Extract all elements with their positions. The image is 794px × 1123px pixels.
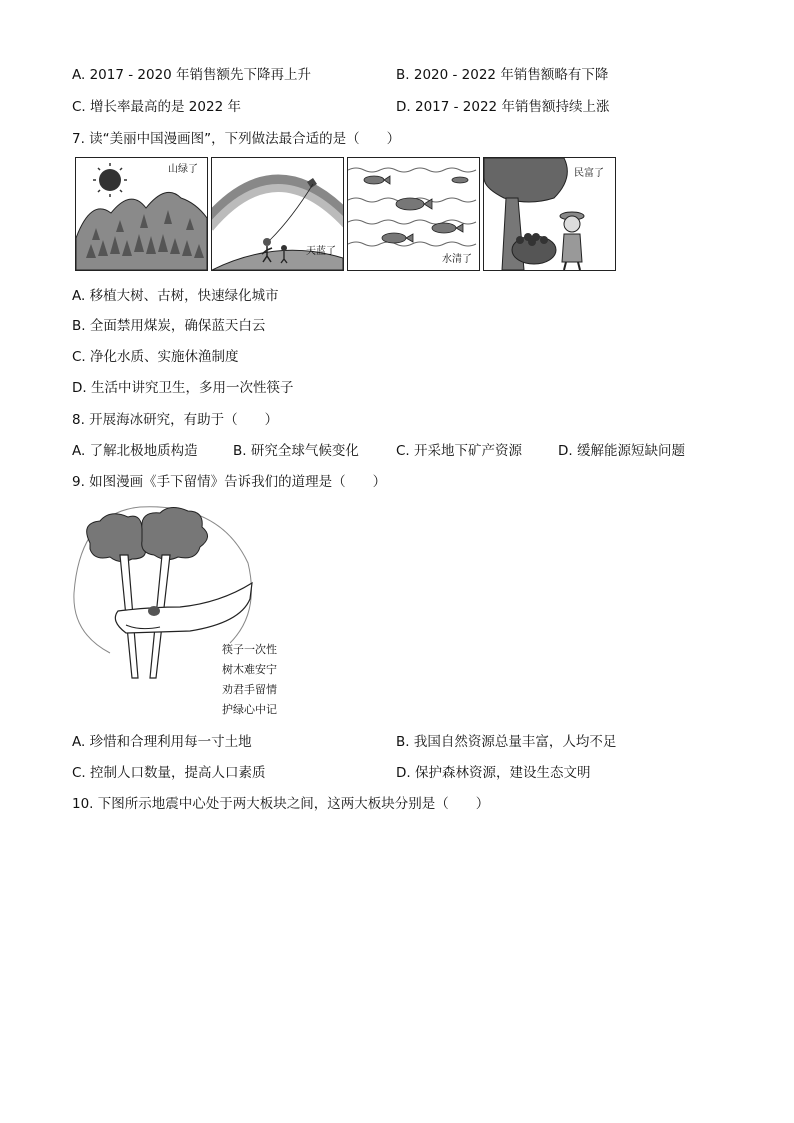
q8-option-b[interactable]	[233, 442, 359, 460]
panel-label-farmer: 民富了	[574, 168, 604, 179]
option-key: A.	[72, 734, 86, 750]
q7-option-a[interactable]	[72, 287, 279, 305]
option-text: 净化水质、实施休渔制度	[90, 349, 239, 365]
option-key: A.	[72, 443, 86, 459]
comic-panel-mountains	[75, 157, 208, 271]
option-key: D.	[396, 99, 411, 115]
option-key: D.	[72, 380, 87, 396]
q8-option-c[interactable]	[396, 442, 522, 460]
option-key: C.	[72, 99, 86, 115]
option-key: B.	[72, 318, 86, 334]
option-key: D.	[558, 443, 573, 459]
q10-stem: 10. 下图所示地震中心处于两大板块之间，这两大板块分别是（ ）	[72, 796, 490, 812]
option-text: 保护森林资源，建设生态文明	[414, 765, 591, 781]
q9-stem: 9. 如图漫画《手下留情》告诉我们的道理是（ ）	[72, 474, 387, 490]
option-key: A.	[72, 67, 86, 83]
q8-option-d[interactable]	[558, 442, 685, 460]
option-key: C.	[396, 443, 410, 459]
option-text: 增长率最高的是 2022 年	[90, 99, 241, 115]
q6-option-d[interactable]	[396, 98, 609, 116]
q9-option-c[interactable]	[72, 764, 266, 782]
q9-option-d[interactable]	[396, 764, 590, 782]
option-key: A.	[72, 288, 86, 304]
q7-option-d[interactable]	[72, 379, 293, 397]
q7-option-c[interactable]	[72, 348, 239, 366]
option-text: 了解北极地质构造	[89, 443, 198, 459]
option-text: 生活中讲究卫生，多用一次性筷子	[90, 380, 294, 396]
option-text: 开采地下矿产资源	[414, 443, 523, 459]
option-text: 移植大树、古树，快速绿化城市	[89, 288, 279, 304]
q6-option-c[interactable]	[72, 98, 241, 116]
comic-panel-water	[347, 157, 480, 271]
panel-label-sky: 天蓝了	[306, 246, 336, 257]
q7-option-b[interactable]	[72, 317, 265, 335]
option-key: C.	[72, 349, 86, 365]
option-key: B.	[396, 67, 410, 83]
poem-line-4: 护绿心中记	[222, 703, 277, 716]
comic-panel-sky	[211, 157, 344, 271]
comic-panel-farmer	[483, 157, 616, 271]
option-text: 缓解能源短缺问题	[576, 443, 685, 459]
panel-label-water: 水清了	[442, 254, 472, 265]
q9-option-b[interactable]	[396, 733, 616, 751]
poem-line-1: 筷子一次性	[222, 643, 277, 656]
option-text: 2020 - 2022 年销售额略有下降	[413, 67, 609, 83]
q7-stem: 7. 读“美丽中国漫画图”，下列做法最合适的是（ ）	[72, 131, 401, 147]
panel-label-mountains: 山绿了	[168, 164, 198, 175]
poem-line-3: 劝君手留情	[222, 683, 277, 696]
q6-option-a[interactable]	[72, 66, 311, 84]
option-key: D.	[396, 765, 411, 781]
option-text: 控制人口数量，提高人口素质	[90, 765, 266, 781]
option-text: 我国自然资源总量丰富，人均不足	[413, 734, 617, 750]
option-key: B.	[233, 443, 247, 459]
option-text: 珍惜和合理利用每一寸土地	[89, 734, 252, 750]
option-text: 2017 - 2022 年销售额持续上涨	[414, 99, 610, 115]
q6-option-b[interactable]	[396, 66, 608, 84]
q9-option-a[interactable]	[72, 733, 252, 751]
option-key: C.	[72, 765, 86, 781]
option-text: 全面禁用煤炭，确保蓝天白云	[89, 318, 266, 334]
poem-line-2: 树木难安宁	[222, 663, 277, 676]
option-text: 研究全球气候变化	[250, 443, 359, 459]
option-key: B.	[396, 734, 410, 750]
option-text: 2017 - 2020 年销售额先下降再上升	[89, 67, 312, 83]
q8-stem: 8. 开展海冰研究，有助于（ ）	[72, 412, 279, 428]
q8-option-a[interactable]	[72, 442, 198, 460]
